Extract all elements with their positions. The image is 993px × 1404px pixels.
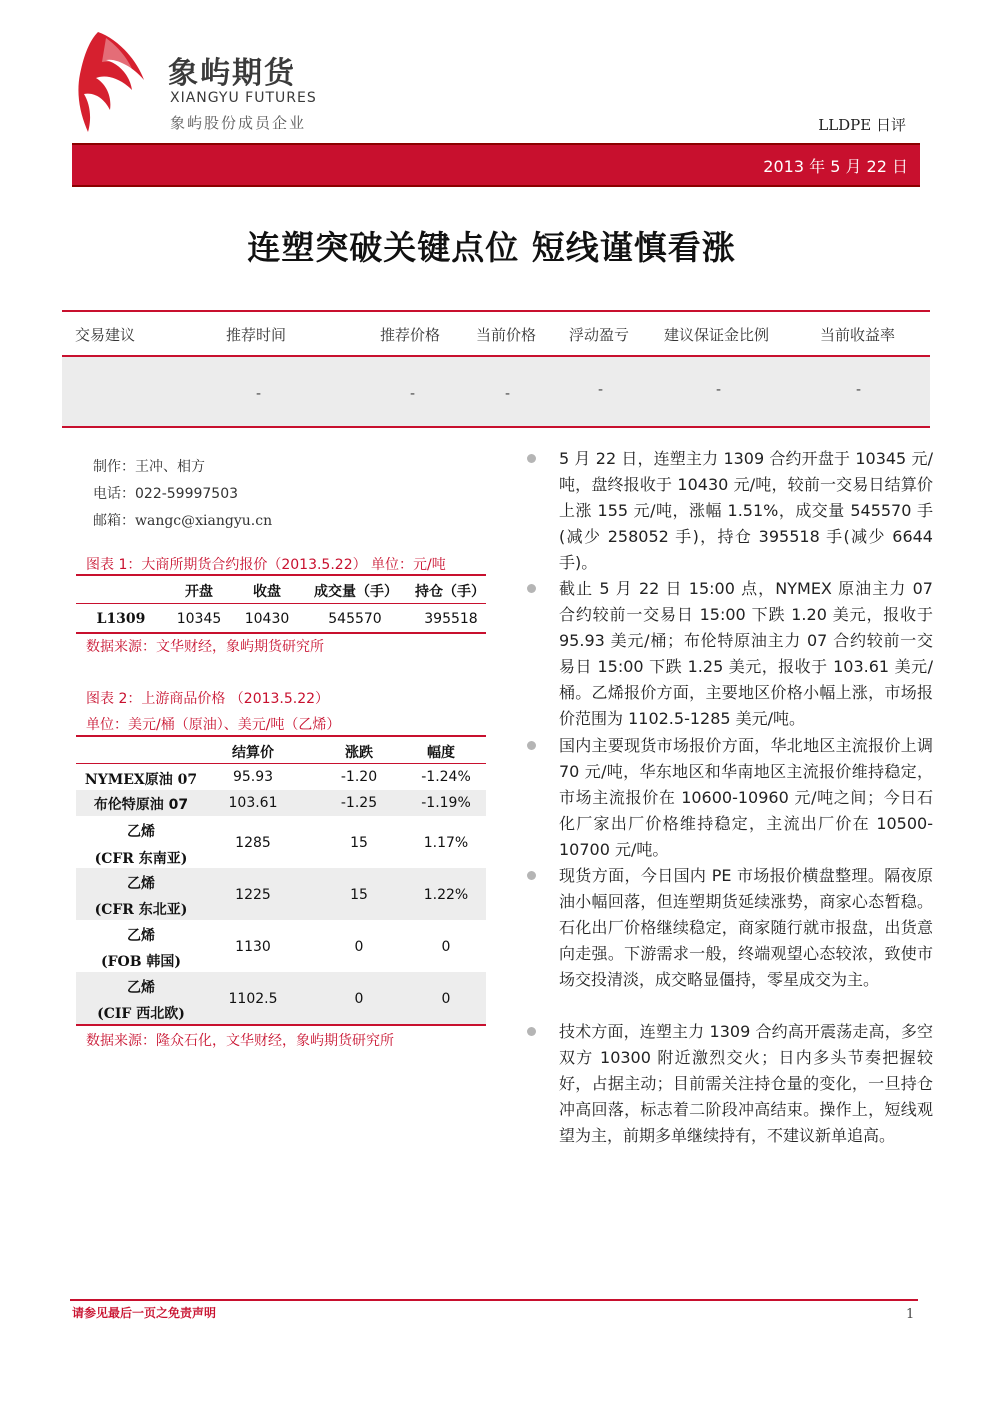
table2-row5-name: 乙烯 bbox=[127, 928, 155, 944]
table2-row4-change: 15 bbox=[350, 887, 368, 903]
table1-source: 数据来源：文华财经，象屿期货研究所 bbox=[86, 639, 324, 655]
phone: 电话：022-59997503 bbox=[93, 486, 239, 502]
table-rule bbox=[76, 574, 486, 576]
bullet-icon bbox=[527, 1027, 536, 1036]
table2-row6-price: 1102.5 bbox=[228, 991, 278, 1007]
table-rule bbox=[76, 1024, 486, 1026]
table2-caption: 图表 2：上游商品价格 （2013.5.22） bbox=[86, 691, 330, 707]
table1-caption: 图表 1：大商所期货合约报价（2013.5.22） 单位：元/吨 bbox=[86, 557, 446, 573]
table-rule bbox=[76, 603, 486, 604]
table2-header-price: 结算价 bbox=[232, 745, 274, 761]
author: 制作：王冲、相方 bbox=[93, 459, 205, 475]
company-subtitle: 象屿股份成员企业 bbox=[170, 114, 307, 132]
page-title: 连塑突破关键点位 短线谨慎看涨 bbox=[247, 228, 736, 267]
trade-value-cur-price: - bbox=[505, 386, 511, 402]
table2-row6-pct: 0 bbox=[441, 991, 451, 1007]
trade-header-return: 当前收益率 bbox=[820, 326, 896, 344]
company-name-cn: 象屿期货 bbox=[168, 56, 296, 91]
table2-row3-region: (CFR 东南亚) bbox=[94, 851, 188, 867]
table2-row1-pct: -1.24% bbox=[421, 769, 471, 785]
trade-table bbox=[62, 310, 930, 428]
paragraph-1: 5 月 22 日，连塑主力 1309 合约开盘于 10345 元/吨，盘终报收于 10430 元/吨，较前一交易日结算价上涨 155 元/吨，涨幅 1.51%，成交量 545570 手(减少 258052 手)，持仓 395518 手(减少 6644 手)。 bbox=[559, 449, 933, 572]
table2-header-pct: 幅度 bbox=[427, 745, 455, 761]
table1-oi: 395518 bbox=[424, 611, 478, 627]
table1-volume: 545570 bbox=[328, 611, 382, 627]
trade-value-pnl: - bbox=[598, 382, 604, 398]
table2-row6-change: 0 bbox=[354, 991, 364, 1007]
trade-value-time: - bbox=[256, 386, 262, 402]
table1-header-oi: 持仓（手） bbox=[415, 584, 485, 600]
paragraph-4: 现货方面，今日国内 PE 市场报价横盘整理。隔夜原油小幅回落，但连塑期货延续涨势，商家心态暂稳。石化出厂价格继续稳定，商家随行就市报盘，出货意向走强。下游需求一般，终端观望心态较浓，致使市场交投清淡，成交略显僵持，零星成交为主。 bbox=[559, 866, 933, 989]
table2 bbox=[76, 735, 486, 1027]
trade-value-rec-price: - bbox=[410, 386, 416, 402]
table2-row4-pct: 1.22% bbox=[423, 887, 469, 903]
paragraph-3: 国内主要现货市场报价方面，华北地区主流报价上调 70 元/吨，华东地区和华南地区主流报价维持稳定，市场主流报价在 10600-10960 元/吨之间；今日石化厂家出厂价格维持稳定，主流出厂价在 10500-10700 元/吨。 bbox=[559, 736, 933, 859]
table-body-shade bbox=[62, 357, 930, 426]
paragraph-5: 技术方面，连塑主力 1309 合约高开震荡走高，多空双方 10300 附近激烈交火；日内多头节奏把握较好，占据主动；目前需关注持仓量的变化，一旦持仓冲高回落，标志着二阶段冲高结束。操作上，短线观望为主，前期多单继续持有，不建议新单追高。 bbox=[559, 1022, 933, 1145]
date-bar bbox=[72, 143, 920, 187]
table2-row2-price: 103.61 bbox=[228, 795, 278, 811]
table2-row1-price: 95.93 bbox=[232, 769, 274, 785]
page-number: 1 bbox=[906, 1307, 915, 1322]
table2-row5-change: 0 bbox=[354, 939, 364, 955]
table2-row2-name: 布伦特原油 07 bbox=[93, 797, 189, 813]
table2-row3-change: 15 bbox=[350, 835, 368, 851]
table2-row3-pct: 1.17% bbox=[423, 835, 469, 851]
bullet-icon bbox=[527, 871, 536, 880]
table1-header-close: 收盘 bbox=[253, 584, 281, 600]
table2-row4-region: (CFR 东北亚) bbox=[94, 902, 188, 918]
trade-header-cur-price: 当前价格 bbox=[476, 326, 537, 344]
table2-row2-pct: -1.19% bbox=[421, 795, 471, 811]
table2-row1-name: NYMEX原油 07 bbox=[84, 772, 198, 788]
disclaimer-note: 请参见最后一页之免责声明 bbox=[72, 1306, 217, 1320]
email: 邮箱：wangc@xiangyu.cn bbox=[93, 513, 273, 529]
table2-source: 数据来源：隆众石化，文华财经，象屿期货研究所 bbox=[86, 1033, 394, 1049]
table2-unit: 单位：美元/桶（原油）、美元/吨（乙烯） bbox=[86, 717, 341, 733]
table2-row5-price: 1130 bbox=[235, 939, 271, 955]
table2-row3-price: 1285 bbox=[235, 835, 271, 851]
trade-value-margin: - bbox=[716, 382, 722, 398]
table1-close: 10430 bbox=[244, 611, 290, 627]
table-rule bbox=[76, 735, 486, 737]
table-rule bbox=[62, 426, 930, 428]
trade-header-advice: 交易建议 bbox=[75, 326, 136, 344]
bullet-icon bbox=[527, 584, 536, 593]
trade-header-rec-price: 推荐价格 bbox=[380, 326, 441, 344]
table-rule bbox=[76, 763, 486, 764]
company-logo-icon bbox=[76, 28, 146, 134]
trade-header-time: 推荐时间 bbox=[226, 326, 287, 344]
table2-header-change: 涨跌 bbox=[345, 745, 373, 761]
table-rule bbox=[76, 632, 486, 634]
table1-contract: L1309 bbox=[96, 611, 146, 627]
table2-row5-region: (FOB 韩国) bbox=[100, 954, 182, 970]
table1 bbox=[76, 574, 486, 634]
bullet-icon bbox=[527, 454, 536, 463]
table2-row4-price: 1225 bbox=[235, 887, 271, 903]
company-name-en: XIANGYU FUTURES bbox=[170, 90, 317, 106]
table2-row6-name: 乙烯 bbox=[127, 980, 155, 996]
report-date: 2013 年 5 月 22 日 bbox=[763, 157, 908, 176]
paragraph-2: 截止 5 月 22 日 15:00 点，NYMEX 原油主力 07 合约较前一交易日 15:00 下跌 1.20 美元，报收于 95.93 美元/桶；布伦特原油主力 07 合约较前一交易日 15:00 下跌 1.25 美元，报收于 103.61 美元/桶。乙烯报价方面，主要地区价格小幅上涨，市场报价范围为 1102.5-1285 美元/吨。 bbox=[559, 579, 933, 728]
bullet-icon bbox=[527, 741, 536, 750]
table2-row3-name: 乙烯 bbox=[127, 824, 155, 840]
table2-row2-change: -1.25 bbox=[340, 795, 378, 811]
trade-header-pnl: 浮动盈亏 bbox=[569, 326, 630, 344]
table1-header-open: 开盘 bbox=[185, 584, 213, 600]
table1-open: 10345 bbox=[176, 611, 222, 627]
trade-value-return: - bbox=[856, 382, 862, 398]
report-type: LLDPE 日评 bbox=[818, 116, 906, 134]
table2-row5-pct: 0 bbox=[441, 939, 451, 955]
table1-header-volume: 成交量（手） bbox=[314, 584, 398, 600]
trade-header-margin: 建议保证金比例 bbox=[664, 326, 770, 344]
table-rule bbox=[62, 310, 930, 312]
table2-row6-region: (CIF 西北欧) bbox=[97, 1006, 185, 1022]
footer-rule bbox=[70, 1299, 918, 1301]
table2-row4-name: 乙烯 bbox=[127, 876, 155, 892]
table2-row1-change: -1.20 bbox=[340, 769, 378, 785]
